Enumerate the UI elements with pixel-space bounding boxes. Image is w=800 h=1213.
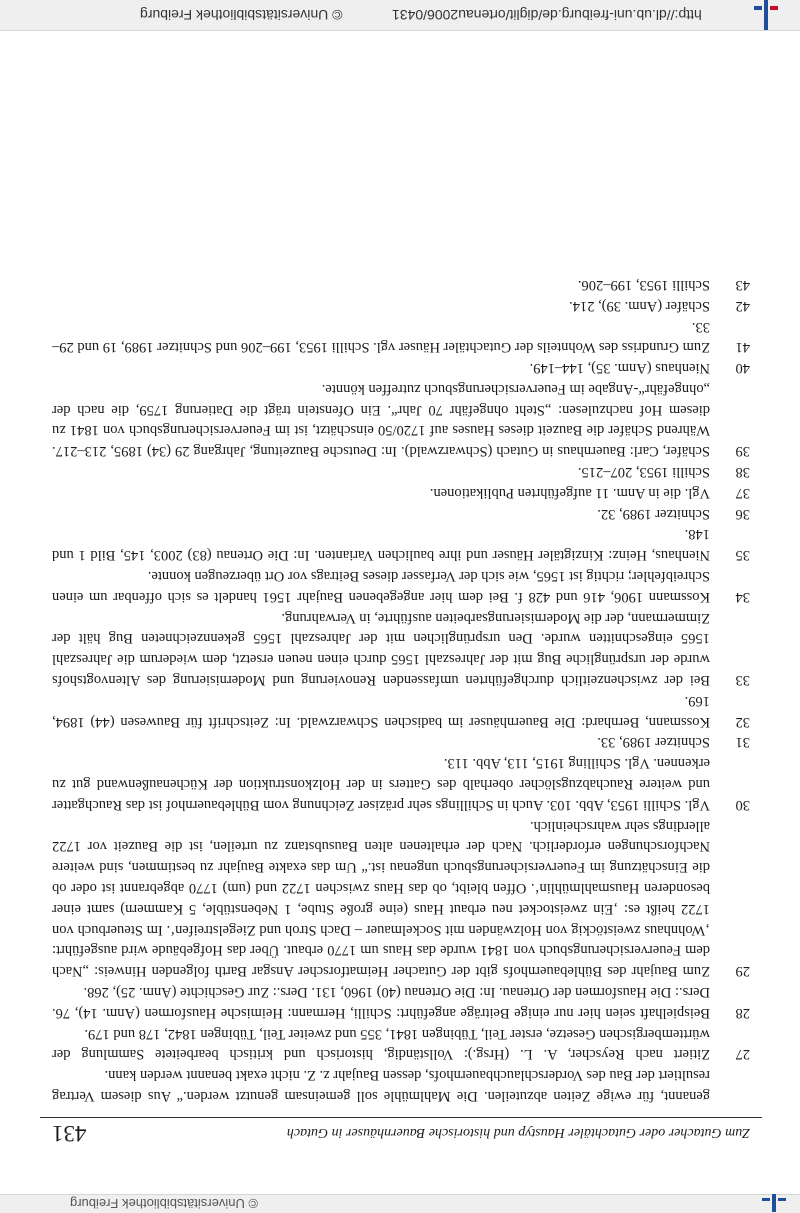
footnote [40,1023,762,1065]
footnote-number: 33 [735,672,750,689]
footnote [40,503,762,524]
footnote-number: 29 [735,963,750,980]
footnote [40,295,762,316]
footnote-text: Kossmann, Bernhard: Die Bauernhäuser im badischen Schwarzwald. In: Zeitschrift für Bauwesen (44) 1894, 169. [52,692,710,730]
library-credit-bottom: © Universitätsbibliothek Freiburg [70,1196,259,1211]
university-logo-small-icon [760,1194,788,1212]
footnote [40,815,762,981]
library-credit-top: © Universitätsbibliothek Freiburg [140,7,343,23]
footnote-text: Vgl. Schilli 1953, Abb. 103. Auch in Schillings sehr präziser Zeichnung vom Bühlebauernhof ist das Rauchgatter und weitere Rauchabzugslöcher oberhalb des Gatters in der Holzkonstruktion der Küchenaußenwand gut zu erkennen. Vgl. Schilling 1915, 113, Abb. 113. [52,755,710,813]
footnote [40,461,762,482]
footnote-text: Zum Baujahr des Bühlebauernhofs gibt der Gutacher Heimatforscher Ansgar Barth folgenden Hinweis: „Nach dem Feuerversicherungsbuch von 1841 wurde das Haus um 1770 erbaut. Über das Hofgebäude wird ausgeführt: ‚Wohnhaus zweistöckig von Holzwänden mit Sockelmauer – Dach Stroh und Ziegelstreifen‘. Im Steuerbuch von 1722 heißt es: ‚Ein zweistocket neu erbaut Haus (eine große Stube, 1 Nebenstüble, 5 Kammern) samt einer besonderen Hausmahlmühlin‘. Offen bleibt, ob das Haus zwischen 1722 und (um) 1770 abgebrannt ist oder ob die Einschätzung im Feuerversicherungsbuch ungenau ist.“ Um das exakte Baujahr zu bestimmen, sind weitere Nachforschungen erforderlich. Nach der erhaltenen alten Bausubstanz zu urteilen, ist die Bauzeit vor 1722 allerdings sehr wahrscheinlich. [52,817,710,980]
footnotes [40,274,762,1106]
footnote [40,482,762,503]
footnote [40,732,762,753]
viewer-header [0,0,800,31]
footnote-text: Zitiert nach Reyscher, A. L. (Hrsg.): Vollständig, historisch und kritisch bearbeitete Sammlung der württembergischen Gesetze, erster Teil, Tübingen 1841, 355 und zweiter Teil, Tübingen 1842, 178 und 179. [52,1025,710,1063]
footnote-number: 32 [735,713,750,730]
footnote-text: Kossmann 1906, 416 und 428 f. Bei dem hier angegebenen Baujahr 1561 handelt es sich offenbar um einen Schreibfehler; richtig ist 1565, wie sich der Verfasser dieses Beitrags vor Ort überzeugen konnte. [52,568,710,605]
viewer-footer [0,1194,800,1213]
footnote [40,378,762,461]
footnote-number: 42 [735,297,750,314]
scanned-page [0,30,800,1194]
footnote-text: Nienhaus (Anm. 35), 144–149. [529,360,710,377]
footnote-number: 41 [735,339,750,356]
footnote-text: Nienhaus, Heinz: Kinzigtäler Häuser und ihre baulichen Varianten. In: Die Ortenau (83) 2003, 145, Bild 1 und 148. [52,526,710,564]
footnote [40,690,762,732]
footnote [40,357,762,378]
footnote-number: 40 [735,360,750,377]
footnote-text: Schnitzer 1989, 32. [597,505,710,522]
footnote [40,274,762,295]
footnote-text: Schäfer (Anm. 39), 214. [569,297,710,314]
footnote-number: 39 [735,443,750,460]
running-header [40,1117,762,1158]
footnote-number: 36 [735,505,750,522]
footnote-text: Zum Grundriss des Wohnteils der Gutachtäler Häuser vgl. Schilli 1953, 199–206 und Schnitzer 1989, 19 und 29–33. [52,318,710,356]
footnote-number: 38 [735,464,750,481]
footnote-text: Schilli 1953, 199–206. [577,276,710,293]
page-content [40,66,762,1158]
footnote-number: 27 [735,1046,750,1063]
footnote [40,981,762,1023]
university-logo-icon [752,0,780,30]
footnote-number: 34 [735,588,750,605]
footnote-text: Schilli 1953, 207–215. [577,464,710,481]
footnote [40,524,762,566]
footnote-text: Schnitzer 1989, 33. [597,734,710,751]
page-url[interactable]: http://dl.ub.uni-freiburg.de/diglit/ortenau2006/0431 [392,7,702,23]
footnote [40,607,762,690]
footnote-number: 30 [735,796,750,813]
footnote-number: 35 [735,547,750,564]
footnote-number: 37 [735,484,750,501]
footnote [40,752,762,814]
footnote [40,565,762,607]
page-number: 431 [52,1121,87,1146]
footnote-number: 43 [735,276,750,293]
footnote-number: 31 [735,734,750,751]
footnote-text: Schäfer, Carl: Bauernhaus in Gutach (Schwarzwald). In: Deutsche Bauzeitung, Jahrgang 29 (34) 1895, 213–217. Während Schäfer die Bauzeit dieses Hauses auf 1720/50 einschätzt, ist im Feuerversicherungsbuch von 1841 zu diesem Hof nachzulesen: „Steht ohngefähr 70 Jahr“. Ein Ofenstein trägt die Datierung 1759, die nach der „ohngefähr“-Angabe im Feuerversicherungsbuch zutreffen könnte. [52,380,710,460]
footnote-text: Bei der zwischenzeitlich durchgeführten umfassenden Renovierung und Modernisierung des Altenvogtshofs wurde der ursprüngliche Bug mit der Jahreszahl 1565 durch einen neuen ersetzt, dem wiederum die Jahreszahl 1565 eingeschnitten wurde. Den ursprünglichen mit der Jahreszahl 1565 gekennzeichneten Bug hält der Zimmermann, der die Modernisierungsarbeiten ausführte, in Verwahrung. [52,609,710,689]
footnote-continuation: genannt, für ewige Zeiten abzuteilen. Die Mahlmühle soll gemeinsam genutzt werden.“ Aus diesem Vertrag resultiert der Bau des Vorderschlauchbauernhofs, dessen Baujahr z. Z. nicht exakt benannt werden kann. [52,1067,710,1104]
running-head-title: Zum Gutacher oder Gutachtäler Haustyp und historische Bauernhäuser in Gutach [286,1125,750,1140]
footnote-list [40,274,762,1064]
footnote [40,316,762,358]
footnote-text: Vgl. die in Anm. 11 aufgeführten Publikationen. [429,484,710,501]
footnote-text: Beispielhaft seien hier nur einige Beiträge angeführt: Schilli, Hermann: Heimische Hausformen (Anm. 14), 76. Ders.: Die Hausformen der Ortenau. In: Die Ortenau (40) 1960, 131. Ders.: Zur Geschichte (Anm. 25), 268. [52,984,710,1021]
footnote-number: 28 [735,1004,750,1021]
